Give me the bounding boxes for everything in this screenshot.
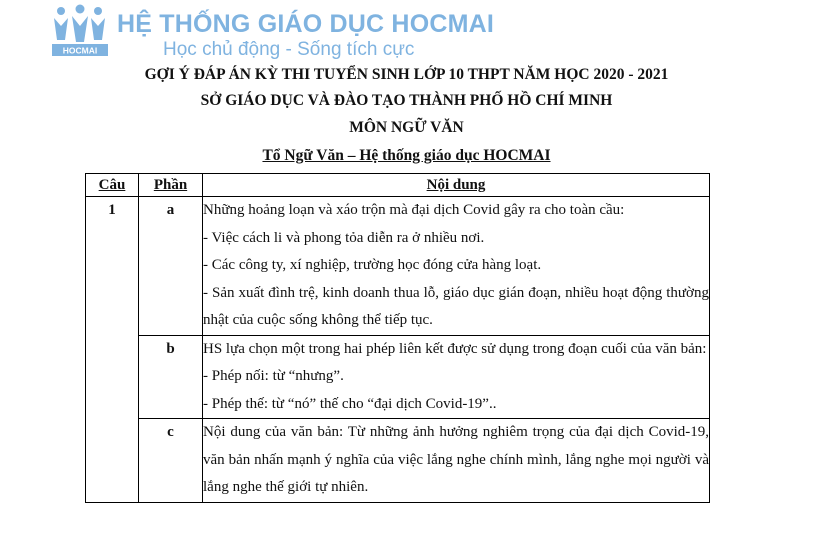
table-row xyxy=(86,197,710,336)
content-line: - Phép thế: từ “nó” thế cho “đại dịch Covid-19”.. xyxy=(203,395,497,412)
subject-title: MÔN NGỮ VĂN xyxy=(349,119,464,136)
answer-table xyxy=(85,173,710,503)
header-cau: Câu xyxy=(86,174,139,197)
table-row xyxy=(86,335,710,419)
part-content xyxy=(203,419,710,503)
table-row xyxy=(86,419,710,503)
brand-title: HỆ THỐNG GIÁO DỤC HOCMAI xyxy=(117,10,495,38)
content-line: HS lựa chọn một trong hai phép liên kết được sử dụng trong đoạn cuối của văn bản: xyxy=(203,340,707,357)
page-header xyxy=(0,0,813,62)
part-label: a xyxy=(139,197,203,336)
document-title: GỢI Ý ĐÁP ÁN KỲ THI TUYỂN SINH LỚP 10 THPT NĂM HỌC 2020 - 2021 xyxy=(144,66,669,83)
content-line: - Phép nối: từ “nhưng”. xyxy=(203,368,344,384)
logo-text: HOCMAI xyxy=(62,45,98,56)
content-line: - Sản xuất đình trệ, kinh doanh thua lỗ, giáo dục gián đoạn, nhiều hoạt động thường nhật của cuộc sống không thể tiếp tục. xyxy=(203,284,709,328)
content-line: - Các công ty, xí nghiệp, trường học đóng cửa hàng loạt. xyxy=(203,257,542,273)
content-line: Những hoảng loạn và xáo trộn mà đại dịch Covid gây ra cho toàn cầu: xyxy=(203,202,625,218)
part-label: c xyxy=(139,419,203,503)
header-noi-dung: Nội dung xyxy=(203,174,710,197)
brand-slogan: Học chủ động - Sống tích cực xyxy=(163,39,415,60)
question-number: 1 xyxy=(86,197,139,503)
part-content xyxy=(203,197,710,336)
part-content xyxy=(203,335,710,419)
header-phan: Phần xyxy=(139,174,203,197)
table-header-row xyxy=(86,174,710,197)
content-line: Nội dung của văn bản: Từ những ảnh hưởng nghiêm trọng của đại dịch Covid-19, văn bản nhấn mạnh ý nghĩa của việc lắng nghe chính mình, lắng nghe mọi người và lắng nghe thế giới tự nhiên. xyxy=(203,424,709,495)
part-label: b xyxy=(139,335,203,419)
document-subtitle: SỞ GIÁO DỤC VÀ ĐÀO TẠO THÀNH PHỐ HỒ CHÍ MINH xyxy=(200,92,613,109)
hocmai-logo-icon xyxy=(50,4,110,58)
content-line: - Việc cách li và phong tỏa diễn ra ở nhiều nơi. xyxy=(203,229,485,246)
author-line: Tổ Ngữ Văn – Hệ thống giáo dục HOCMAI xyxy=(262,147,551,164)
